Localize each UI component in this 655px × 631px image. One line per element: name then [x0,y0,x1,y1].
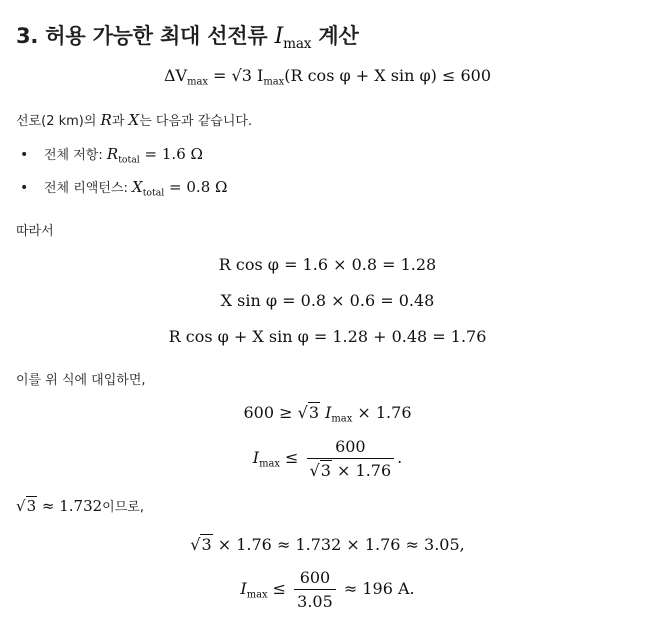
final-current-result: $I_{max}$ ≤ $\frac{600}{3.05}$ ≈ 196 A. [240,568,415,611]
sum-equation: R cos φ + X sin φ = 1.28 + 0.48 = 1.76 [168,327,487,346]
heading-math-var: I [274,24,284,49]
approx-product-equation: √3 × 1.76 ≈ 1.732 × 1.76 ≈ 3.05, [190,535,465,554]
r-cos-phi-equation: R cos φ = 1.6 × 0.8 = 1.28 [218,255,437,274]
x-sin-phi-equation: X sin φ = 0.8 × 0.6 = 0.48 [220,291,435,310]
line-parameters-intro: 선로(2 km)의 R과 X는 다음과 같습니다. [16,111,253,129]
bullet-total-resistance: • 전체 저항: $R_{total} = 1.6$ Ω [20,145,203,166]
heading-math-sub: max [283,35,312,52]
sqrt3-approx-text: √3 ≈ 1.732이므로, [16,497,144,515]
current-inequality: 600 ≥ √3 $I_{max} \times 1.76$ [243,403,412,425]
bullet-total-reactance: • 전체 리액턴스: $X_{total} = 0.8$ Ω [20,178,228,199]
therefore-text: 따라서 [16,224,54,239]
section-heading: 3. 허용 가능한 최대 선전류 $I_{max}$ 계산 [16,24,359,52]
voltage-drop-equation: $\Delta V_{max} = √3$ $I_{max}(R$ cos φ + X sin φ) ≤ 600 [163,66,492,88]
substitute-text: 이를 위 식에 대입하면, [16,373,146,388]
current-fraction-inequality: $I_{max}$ ≤ $\frac{600}{√3 \times 1.76}$ . [252,437,403,480]
